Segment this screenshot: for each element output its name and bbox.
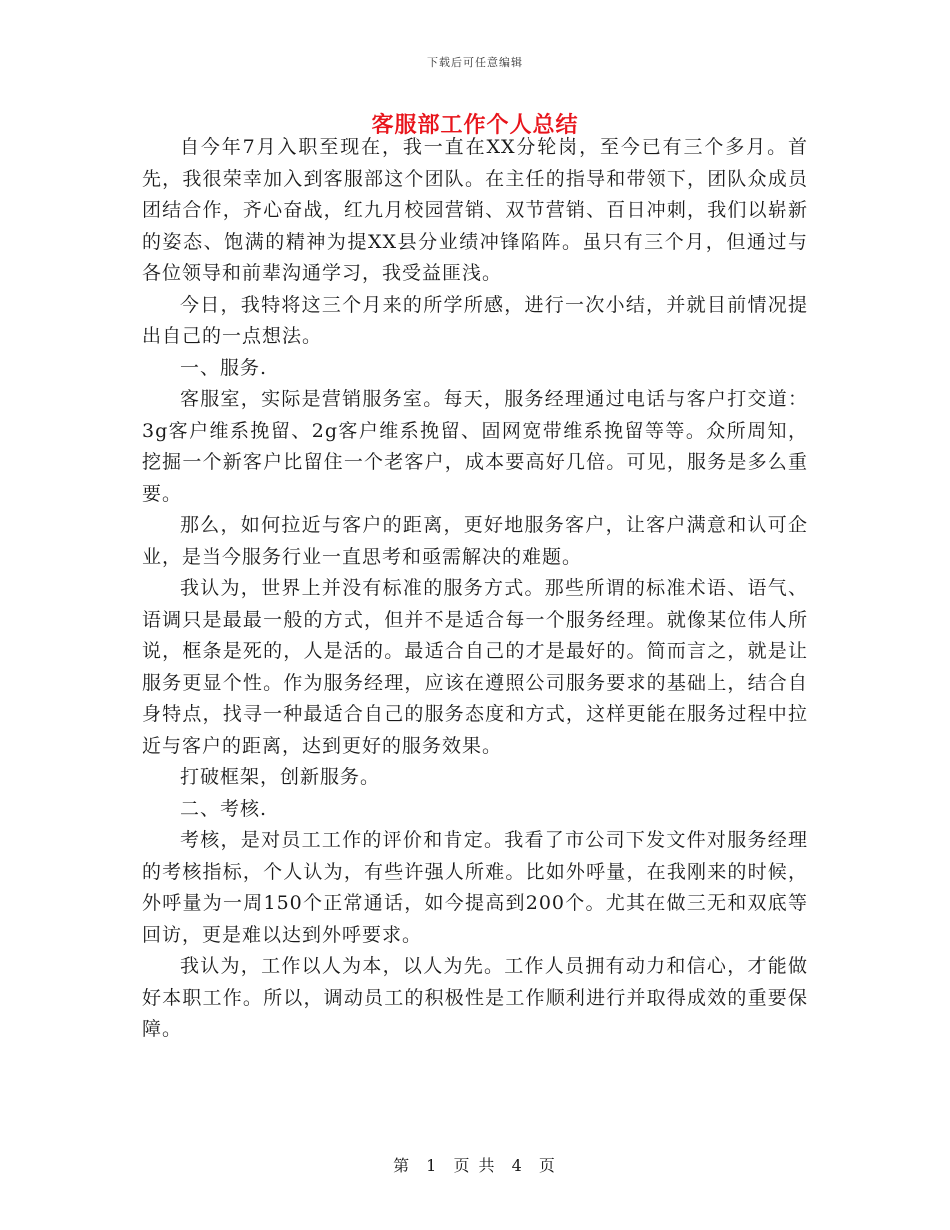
document-body xyxy=(142,132,808,1046)
footer-total-pages: 4 xyxy=(511,1156,524,1175)
footer-prefix: 第 xyxy=(393,1156,412,1175)
footer-current-page: 1 xyxy=(426,1156,439,1175)
paragraph-summary-intent: 今日，我特将这三个月来的所学所感，进行一次小结，并就目前情况提出自己的一点想法。 xyxy=(142,293,808,347)
footer-suffix: 页 xyxy=(538,1156,557,1175)
header-note: 下载后可任意编辑 xyxy=(427,56,523,69)
paragraph-intro: 自今年7月入职至现在，我一直在XX分轮岗，至今已有三个多月。首先，我很荣幸加入到客服部这个团队。在主任的指导和带领下，团队众成员团结合作，齐心奋战，红九月校园营销、双节营销、百日冲刺，我们以崭新的姿态、饱满的精神为提XX县分业绩冲锋陷阵。虽只有三个月，但通过与各位领导和前辈沟通学习，我受益匪浅。 xyxy=(142,136,808,284)
paragraph-service-question: 那么，如何拉近与客户的距离，更好地服务客户，让客户满意和认可企业，是当今服务行业一直思考和亟需解决的难题。 xyxy=(142,514,808,568)
footer-middle: 页 共 xyxy=(453,1156,497,1175)
page-footer xyxy=(0,1153,950,1176)
document-title: 客服部工作个人总结 xyxy=(371,112,579,138)
paragraph-people-first: 我认为，工作以人为本，以人为先。工作人员拥有动力和信心，才能做好本职工作。所以，调动员工的积极性是工作顺利进行并取得成效的重要保障。 xyxy=(142,955,808,1040)
section-heading-service: 一、服务. xyxy=(180,356,268,379)
paragraph-assessment: 考核，是对员工工作的评价和肯定。我看了市公司下发文件对服务经理的考核指标，个人认为，有些许强人所难。比如外呼量，在我刚来的时候，外呼量为一周150个正常通话，如今提高到200个。尤其在做三无和双底等回访，更是难以达到外呼要求。 xyxy=(142,829,808,946)
section-heading-assessment: 二、考核. xyxy=(180,797,268,820)
paragraph-break-frame: 打破框架，创新服务。 xyxy=(180,766,381,788)
paragraph-service-opinion: 我认为，世界上并没有标准的服务方式。那些所谓的标准术语、语气、语调只是最最一般的方式，但并不是适合每一个服务经理。就像某位伟人所说，框条是死的，人是活的。最适合自己的才是最好的。简而言之，就是让服务更显个性。作为服务经理，应该在遵照公司服务要求的基础上，结合自身特点，找寻一种最适合自己的服务态度和方式，这样更能在服务过程中拉近与客户的距离，达到更好的服务效果。 xyxy=(142,577,808,757)
paragraph-service-room: 客服室，实际是营销服务室。每天，服务经理通过电话与客户打交道：3g客户维系挽留、2g客户维系挽留、固网宽带维系挽留等等。众所周知，挖掘一个新客户比留住一个老客户，成本要高好几倍。可见，服务是多么重要。 xyxy=(142,388,808,505)
